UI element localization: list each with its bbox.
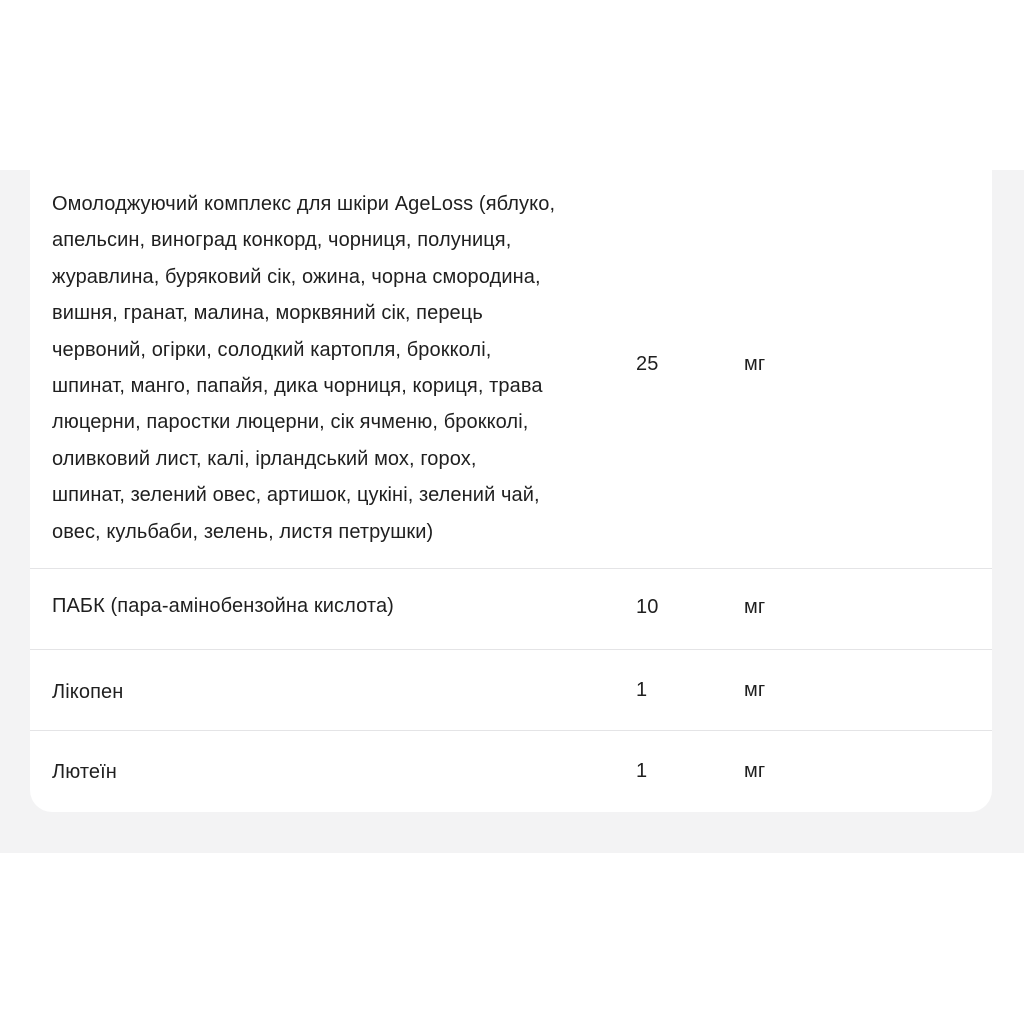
ingredient-amount: 1 (636, 679, 648, 701)
ingredient-name: ПАБК (пара-амінобензойна кислота) (52, 595, 394, 617)
ingredient-unit: мг (744, 679, 766, 701)
composition-table (30, 170, 992, 812)
ingredient-unit: мг (744, 760, 766, 782)
table-row (30, 568, 992, 650)
ingredient-amount: 25 (636, 353, 659, 375)
ingredient-amount: 10 (636, 596, 659, 618)
ingredient-name: Омолоджуючий комплекс для шкіри AgeLoss (яблуко, апельсин, виноград конкорд, чорниця, полуниця, журавлина, буряковий сік, ожина, чорна смородина, вишня, гранат, малина, морквяний сік, перець червоний, огірки, солодкий картопля, брокколі, шпинат, манго, папайя, дика чорниця, кориця, трава люцерни, паростки люцерни, сік ячменю, брокколі, оливковий лист, калі, ірландський мох, горох, шпинат, зелений овес, артишок, цукіні, зелений чай, овес, кульбаби, зелень, листя петрушки) (52, 193, 556, 543)
ingredient-name: Лікопен (52, 681, 124, 703)
ingredient-name: Лютеїн (52, 761, 117, 783)
ingredient-unit: мг (744, 353, 766, 375)
table-row (30, 170, 992, 568)
table-row (30, 730, 992, 812)
ingredient-amount: 1 (636, 760, 648, 782)
table-row (30, 649, 992, 731)
ingredient-unit: мг (744, 596, 766, 618)
